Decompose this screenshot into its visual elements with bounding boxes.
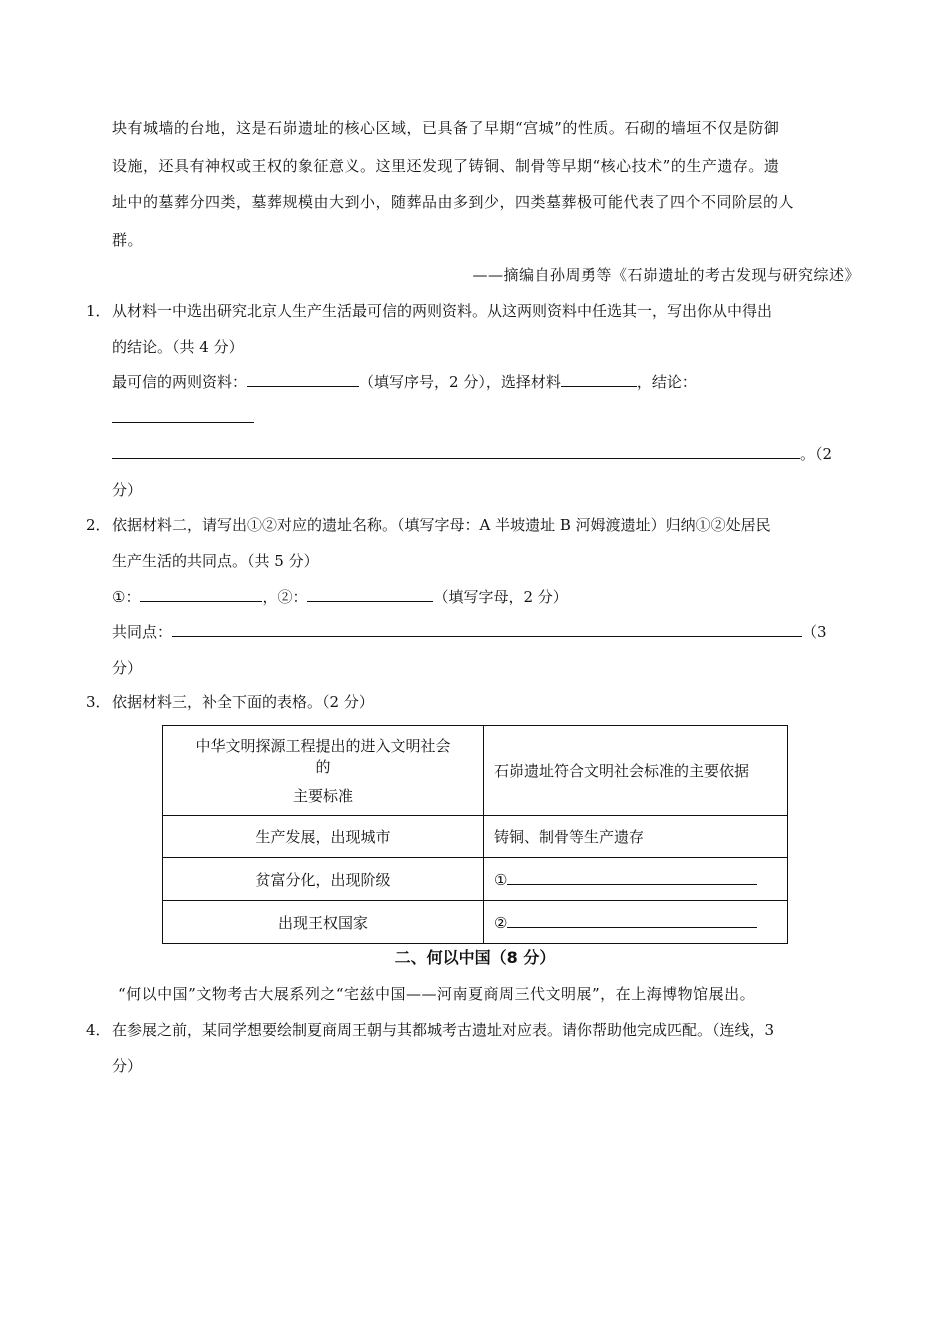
q2-score-end: （3 <box>802 623 827 641</box>
q2-blank-2[interactable] <box>307 587 433 602</box>
section-2-title: 二、何以中国（8 分） <box>394 948 556 967</box>
material-text-line-2: 设施，还具有神权或王权的象征意义。这里还发现了铸铜、制骨等早期“核心技术”的生产遗存。遗 <box>112 157 780 175</box>
q3-line-1: 依据材料三，补全下面的表格。（2 分） <box>112 693 374 711</box>
table-header-right: 石峁遗址符合文明社会标准的主要依据 <box>484 726 788 816</box>
table-cell-evidence <box>484 901 788 944</box>
q1-blank-row-2 <box>112 443 832 465</box>
q2-line-2: 生产生活的共同点。（共 5 分） <box>112 552 319 570</box>
q1-prompt-c: ，结论： <box>636 373 697 391</box>
q1-prompt-a: 最可信的两则资料： <box>112 373 248 391</box>
q1-blank-row-1 <box>112 407 254 429</box>
table-blank-marker-2: ② <box>494 913 508 932</box>
material-text-line-1: 块有城墙的台地，这是石峁遗址的核心区域，已具备了早期“宫城”的性质。石砌的墙垣不仅是防御 <box>112 119 780 137</box>
table-header-left-line-1: 中华文明探源工程提出的进入文明社会 <box>195 737 451 755</box>
table-row <box>163 901 788 944</box>
q4-line-2: 分） <box>112 1057 143 1075</box>
table-row <box>163 816 788 858</box>
table-header-left-line-2: 的 <box>315 758 331 776</box>
q4-number: 4． <box>86 1021 111 1039</box>
table-row <box>163 858 788 901</box>
section-2-intro: “何以中国”文物考古大展系列之“宅兹中国——河南夏商周三代文明展”，在上海博物馆展出。 <box>118 985 756 1003</box>
table-cell-standard: 生产发展，出现城市 <box>163 816 484 858</box>
q2-score-tail: 分） <box>112 659 143 677</box>
q1-prompt-b: （填写序号，2 分），选择材料 <box>359 373 561 391</box>
q2-common-line <box>112 621 827 643</box>
q2-prompt-b: ，②： <box>262 588 308 606</box>
table-blank-2[interactable] <box>507 913 757 928</box>
q1-number: 1． <box>86 302 111 320</box>
material-text-line-3: 址中的墓葬分四类，墓葬规模由大到小，随葬品由多到少，四类墓葬极可能代表了四个不同阶层的人 <box>112 193 795 211</box>
q1-blank-sources[interactable] <box>247 372 359 387</box>
q2-blank-common[interactable] <box>172 622 802 637</box>
q4-line-1: 在参展之前，某同学想要绘制夏商周王朝与其都城考古遗址对应表。请你帮助他完成匹配。（连线，3 <box>112 1021 775 1039</box>
q2-answer-line <box>112 586 568 608</box>
q1-line-1: 从材料一中选出研究北京人生产生活最可信的两则资料。从这两则资料中任选其一，写出你从中得出 <box>112 302 773 320</box>
q2-number: 2． <box>86 516 111 534</box>
q1-blank-conclusion-2[interactable] <box>112 444 800 459</box>
table-cell-evidence <box>484 858 788 901</box>
material-attribution: ——摘编自孙周勇等《石峁遗址的考古发现与研究综述》 <box>472 266 860 284</box>
table-header-row <box>163 726 788 816</box>
q2-blank-1[interactable] <box>140 587 262 602</box>
table-cell-evidence: 铸铜、制骨等生产遗存 <box>484 816 788 858</box>
q1-answer-line <box>112 371 697 393</box>
q1-line-2: 的结论。（共 4 分） <box>112 338 244 356</box>
q2-prompt-a: ①： <box>112 588 141 606</box>
q3-number: 3． <box>86 693 111 711</box>
q2-prompt-c: （填写字母，2 分） <box>433 588 568 606</box>
q2-common-label: 共同点： <box>112 623 173 641</box>
table-cell-standard: 出现王权国家 <box>163 901 484 944</box>
table-cell-standard: 贫富分化，出现阶级 <box>163 858 484 901</box>
table-blank-1[interactable] <box>507 870 757 885</box>
table-header-left-line-3: 主要标准 <box>292 787 353 805</box>
q1-score-tail: 分） <box>112 481 143 499</box>
q3-table <box>162 725 788 944</box>
material-text-line-4: 群。 <box>112 231 144 249</box>
table-header-left <box>163 726 484 816</box>
q1-score-end: 。（2 <box>800 445 833 463</box>
q2-line-1: 依据材料二，请写出①②对应的遗址名称。（填写字母：A 半坡遗址 B 河姆渡遗址）归纳①②处居民 <box>112 516 771 534</box>
table-blank-marker-1: ① <box>494 870 508 889</box>
q1-blank-conclusion-1[interactable] <box>112 408 254 423</box>
q1-blank-choice[interactable] <box>561 372 637 387</box>
